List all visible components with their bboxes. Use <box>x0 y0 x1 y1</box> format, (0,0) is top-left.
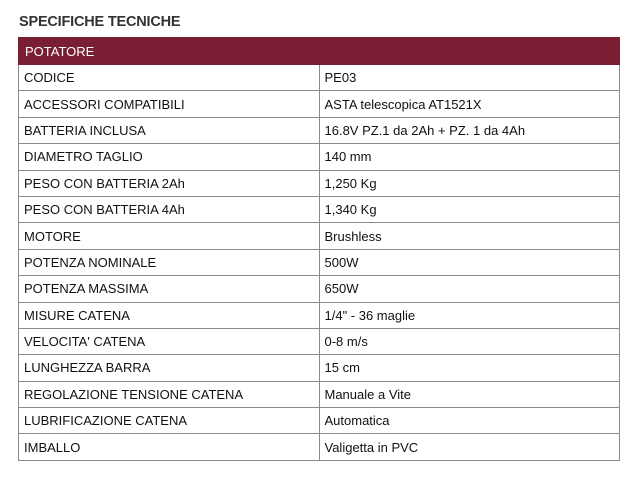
spec-label: PESO CON BATTERIA 4Ah <box>19 196 320 222</box>
spec-value: Valigetta in PVC <box>319 434 620 460</box>
spec-label: REGOLAZIONE TENSIONE CATENA <box>19 381 320 407</box>
spec-label: ACCESSORI COMPATIBILI <box>19 91 320 117</box>
spec-label: IMBALLO <box>19 434 320 460</box>
spec-label: BATTERIA INCLUSA <box>19 117 320 143</box>
spec-label: MISURE CATENA <box>19 302 320 328</box>
spec-label: PESO CON BATTERIA 2Ah <box>19 170 320 196</box>
table-row <box>19 276 620 302</box>
table-row <box>19 91 620 117</box>
table-row <box>19 117 620 143</box>
spec-label: CODICE <box>19 65 320 91</box>
table-row <box>19 355 620 381</box>
spec-value: 1,250 Kg <box>319 170 620 196</box>
table-row <box>19 302 620 328</box>
spec-label: POTENZA NOMINALE <box>19 249 320 275</box>
spec-value: 0-8 m/s <box>319 328 620 354</box>
table-row <box>19 434 620 460</box>
table-row <box>19 249 620 275</box>
spec-value: 15 cm <box>319 355 620 381</box>
spec-value: 16.8V PZ.1 da 2Ah + PZ. 1 da 4Ah <box>319 117 620 143</box>
spec-label: DIAMETRO TAGLIO <box>19 144 320 170</box>
spec-label: POTENZA MASSIMA <box>19 276 320 302</box>
table-row <box>19 170 620 196</box>
spec-label: LUBRIFICAZIONE CATENA <box>19 408 320 434</box>
table-header-row <box>19 38 620 65</box>
spec-value: 1/4" - 36 maglie <box>319 302 620 328</box>
table-row <box>19 408 620 434</box>
spec-value: 1,340 Kg <box>319 196 620 222</box>
spec-label: VELOCITA' CATENA <box>19 328 320 354</box>
page-title: SPECIFICHE TECNICHE <box>19 14 181 30</box>
spec-label: LUNGHEZZA BARRA <box>19 355 320 381</box>
spec-value: Automatica <box>319 408 620 434</box>
table-row <box>19 144 620 170</box>
table-row <box>19 196 620 222</box>
spec-value: Brushless <box>319 223 620 249</box>
spec-value: PE03 <box>319 65 620 91</box>
table-header: POTATORE <box>19 38 620 65</box>
table-row <box>19 223 620 249</box>
spec-value: 650W <box>319 276 620 302</box>
table-row <box>19 328 620 354</box>
spec-table <box>18 37 620 461</box>
spec-value: 500W <box>319 249 620 275</box>
spec-value: Manuale a Vite <box>319 381 620 407</box>
table-row <box>19 65 620 91</box>
spec-value: 140 mm <box>319 144 620 170</box>
table-row <box>19 381 620 407</box>
spec-label: MOTORE <box>19 223 320 249</box>
spec-value: ASTA telescopica AT1521X <box>319 91 620 117</box>
